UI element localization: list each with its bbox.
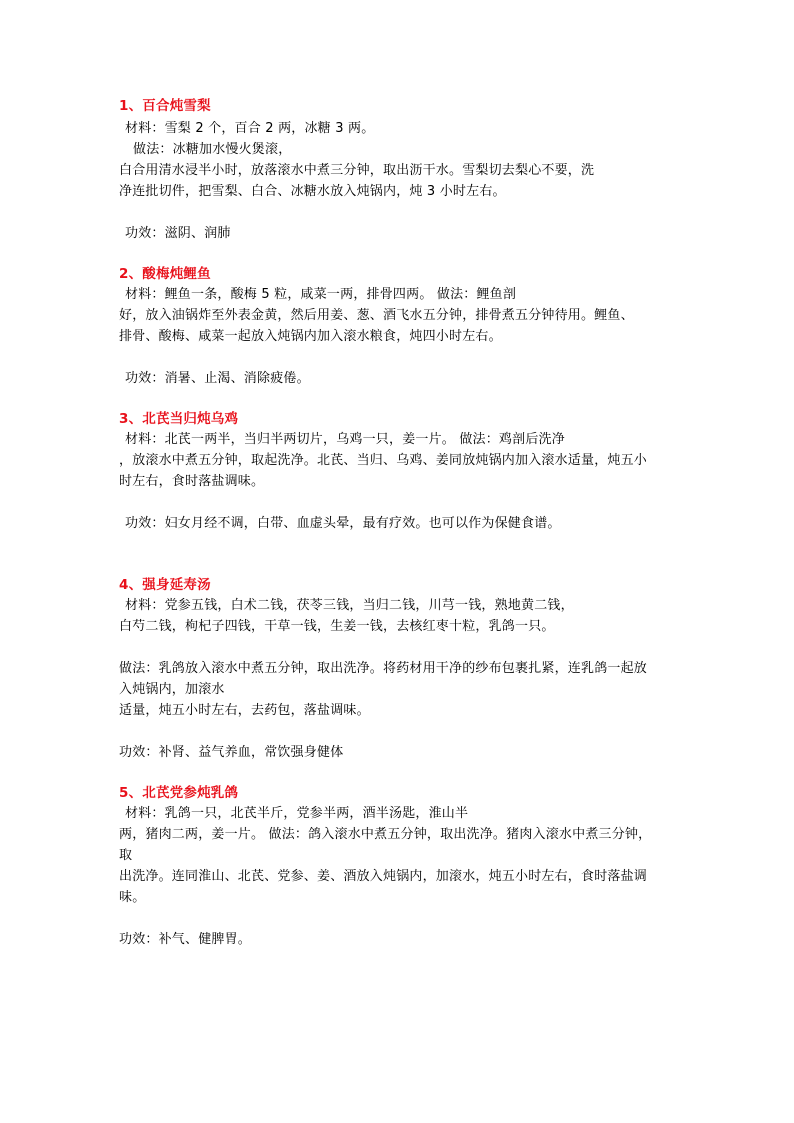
recipe-5-effect: 功效：补气、健脾胃。 — [119, 932, 252, 947]
recipe-5-title: 5、北芪党参炖乳鸽 — [119, 785, 239, 801]
recipe-3-ingredients: 材料：北芪一两半，当归半两切片，乌鸡一只，姜一片。 做法：鸡剖后洗净 — [125, 432, 565, 447]
recipe-1-title: 1、百合炖雪梨 — [119, 98, 211, 114]
recipe-5-method-line: 出洗净。连同淮山、北芪、党参、姜、酒放入炖锅内，加滚水，炖五小时左右，食时落盐调 — [119, 869, 648, 884]
recipe-1-ingredients: 材料：雪梨 2 个，百合 2 两，冰糖 3 两。 — [125, 121, 375, 136]
recipe-3-method-line: ，放滚水中煮五分钟，取起洗净。北芪、当归、乌鸡、姜同放炖锅内加入滚水适量，炖五小 — [119, 453, 648, 468]
recipe-2-method-line: 排骨、酸梅、咸菜一起放入炖锅内加入滚水粮食，炖四小时左右。 — [119, 329, 502, 344]
recipe-3-effect: 功效：妇女月经不调，白带、血虚头晕，最有疗效。也可以作为保健食谱。 — [125, 516, 561, 531]
recipe-4-ingredients: 材料：党参五钱，白术二钱，茯苓三钱，当归二钱，川芎一钱，熟地黄二钱， — [125, 598, 574, 613]
recipe-2-effect: 功效：消暑、止渴、消除疲倦。 — [125, 371, 310, 386]
recipe-2-ingredients: 材料：鲤鱼一条，酸梅 5 粒，咸菜一两，排骨四两。 做法：鲤鱼剖 — [125, 287, 517, 302]
recipe-1-effect: 功效：滋阴、润肺 — [125, 226, 231, 241]
recipe-5-method-line: 两，猪肉二两，姜一片。 做法：鸽入滚水中煮五分钟，取出洗净。猪肉入滚水中煮三分钟， — [119, 827, 652, 842]
recipe-3-title: 3、北芪当归炖乌鸡 — [119, 411, 239, 427]
recipe-3-method-line: 时左右，食时落盐调味。 — [119, 474, 265, 489]
recipe-4-ingredients-line: 白芍二钱，枸杞子四钱，干草一钱，生姜一钱，去核红枣十粒，乳鸽一只。 — [119, 619, 555, 634]
recipe-1-method-line: 白合用清水浸半小时，放落滚水中煮三分钟，取出沥干水。雪梨切去梨心不要，洗 — [119, 163, 595, 178]
recipe-2-title: 2、酸梅炖鲤鱼 — [119, 266, 211, 282]
recipe-4-method-line: 入炖锅内，加滚水 — [119, 682, 225, 697]
recipe-5-ingredients: 材料：乳鸽一只，北芪半斤，党参半两，酒半汤匙，淮山半 — [125, 806, 469, 821]
recipe-5-method-line: 取 — [119, 848, 133, 863]
recipe-1-method: 做法：冰糖加水慢火煲滚， — [133, 142, 292, 157]
recipe-4-method: 做法：乳鸽放入滚水中煮五分钟，取出洗净。将药材用干净的纱布包裹扎紧，连乳鸽一起放 — [119, 661, 648, 676]
recipe-1-method-line: 净连批切件，把雪梨、白合、冰糖水放入炖锅内，炖 3 小时左右。 — [119, 184, 506, 199]
recipe-2-method-line: 好，放入油锅炸至外表金黄，然后用姜、葱、酒飞水五分钟，排骨煮五分钟待用。鲤鱼、 — [119, 308, 634, 323]
recipe-4-title: 4、强身延寿汤 — [119, 577, 211, 593]
recipe-4-effect: 功效：补肾、益气养血，常饮强身健体 — [119, 745, 344, 760]
recipe-5-method-line: 味。 — [119, 890, 146, 905]
recipe-4-method-line: 适量，炖五小时左右，去药包，落盐调味。 — [119, 703, 370, 718]
